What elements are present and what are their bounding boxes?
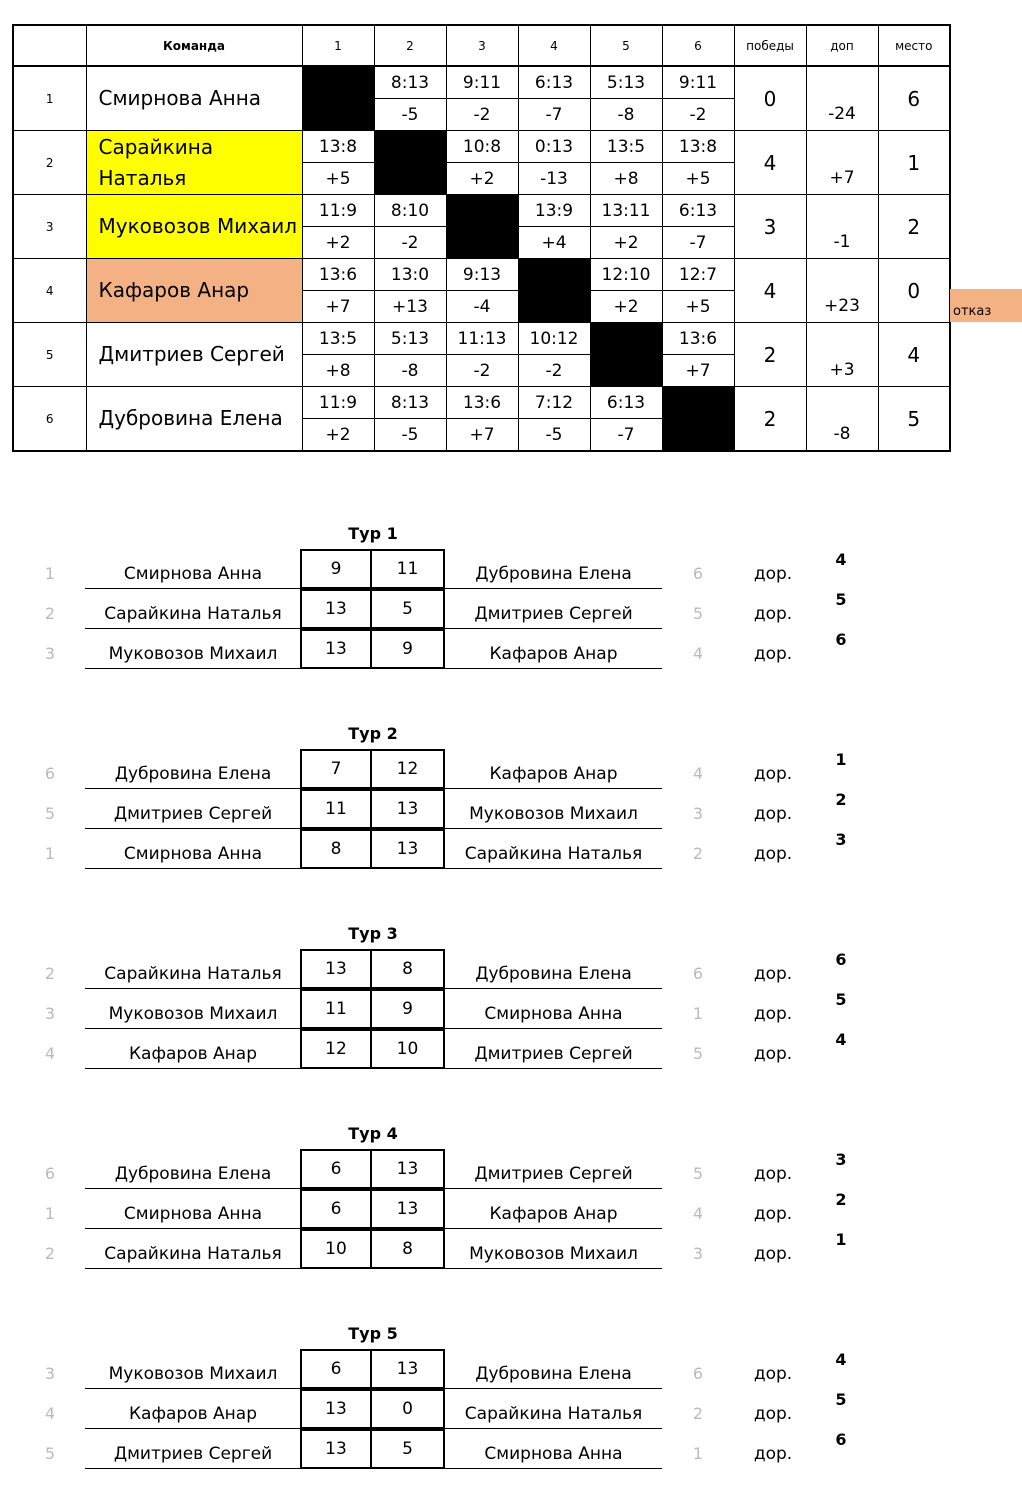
- left-team-index: 1: [44, 564, 56, 583]
- match-diff: +5: [302, 163, 374, 195]
- right-score: 13: [372, 789, 445, 829]
- left-score: 7: [300, 749, 372, 789]
- match-diff: +13: [374, 291, 446, 323]
- match-score: 13:6: [302, 259, 374, 291]
- right-team-index: 4: [692, 644, 704, 663]
- lane-label: дор.: [753, 964, 793, 984]
- match-row: [0, 1389, 1022, 1429]
- team-name: Кафаров Анар: [86, 259, 302, 323]
- right-team-index: 6: [692, 564, 704, 583]
- match-score: 11:9: [302, 387, 374, 419]
- match-diff: +8: [590, 163, 662, 195]
- match-score: 8:10: [374, 195, 446, 227]
- lane-number: 5: [835, 590, 847, 609]
- lane-label: дор.: [753, 1204, 793, 1224]
- match-diff: -7: [662, 227, 734, 259]
- left-team-index: 4: [44, 1404, 56, 1423]
- header-team: Команда: [86, 25, 302, 66]
- left-team-name: Дубровина Елена: [85, 764, 301, 789]
- match-score: 13:6: [446, 387, 518, 419]
- match-row: [0, 1229, 1022, 1269]
- place-value: 0: [878, 259, 950, 323]
- left-team-name: Смирнова Анна: [85, 844, 301, 869]
- right-team-index: 5: [692, 1164, 704, 1183]
- left-score: 9: [300, 549, 372, 589]
- extra-blank: [806, 66, 878, 99]
- match-row: [0, 1429, 1022, 1469]
- place-value: 1: [878, 131, 950, 195]
- right-score: 10: [372, 1029, 445, 1069]
- right-team-name: Дмитриев Сергей: [445, 604, 662, 629]
- header-col-6: 6: [662, 25, 734, 66]
- right-score: 8: [372, 949, 445, 989]
- wins-value: 4: [734, 131, 806, 195]
- extra-value: -24: [806, 99, 878, 131]
- wins-value: 3: [734, 195, 806, 259]
- right-team-name: Сарайкина Наталья: [445, 1404, 662, 1429]
- self-match-cell: [374, 131, 446, 195]
- match-diff: -7: [518, 99, 590, 131]
- match-score: 11:9: [302, 195, 374, 227]
- left-team-index: 1: [44, 844, 56, 863]
- standings-row: [13, 195, 950, 227]
- right-team-index: 5: [692, 604, 704, 623]
- match-diff: +5: [662, 291, 734, 323]
- match-diff: +7: [302, 291, 374, 323]
- wins-value: 0: [734, 66, 806, 131]
- match-diff: +2: [302, 419, 374, 452]
- self-match-cell: [590, 323, 662, 387]
- lane-number: 6: [835, 1430, 847, 1449]
- lane-label: дор.: [753, 1244, 793, 1264]
- header-col-5: 5: [590, 25, 662, 66]
- right-team-index: 2: [692, 1404, 704, 1423]
- right-team-index: 4: [692, 1204, 704, 1223]
- left-score: 6: [300, 1149, 372, 1189]
- right-team-name: Муковозов Михаил: [445, 1244, 662, 1269]
- standings-table: [12, 24, 951, 452]
- match-score: 8:13: [374, 387, 446, 419]
- place-value: 5: [878, 387, 950, 452]
- match-score: 5:13: [374, 323, 446, 355]
- match-row: [0, 1029, 1022, 1069]
- lane-label: дор.: [753, 804, 793, 824]
- match-score: 6:13: [518, 66, 590, 99]
- match-score: 9:11: [446, 66, 518, 99]
- lane-number: 6: [835, 950, 847, 969]
- header-col-2: 2: [374, 25, 446, 66]
- standings-row: [13, 66, 950, 99]
- match-score: 13:8: [302, 131, 374, 163]
- left-team-index: 2: [44, 604, 56, 623]
- match-score: 13:6: [662, 323, 734, 355]
- standings-header-row: [13, 25, 950, 66]
- match-diff: -8: [374, 355, 446, 387]
- match-row: [0, 829, 1022, 869]
- refusal-note: отказ: [950, 289, 1022, 322]
- wins-value: 4: [734, 259, 806, 323]
- self-match-cell: [302, 66, 374, 131]
- match-score: 6:13: [662, 195, 734, 227]
- place-value: 6: [878, 66, 950, 131]
- match-diff: -7: [590, 419, 662, 452]
- match-row: [0, 1189, 1022, 1229]
- lane-number: 6: [835, 630, 847, 649]
- match-score: 11:13: [446, 323, 518, 355]
- left-team-index: 2: [44, 964, 56, 983]
- round-block: [0, 724, 1022, 890]
- left-team-index: 4: [44, 1044, 56, 1063]
- header-col-1: 1: [302, 25, 374, 66]
- header-number-cell: [13, 25, 86, 66]
- extra-blank: [806, 323, 878, 355]
- place-value: 2: [878, 195, 950, 259]
- lane-number: 1: [835, 750, 847, 769]
- right-team-index: 3: [692, 804, 704, 823]
- match-score: 6:13: [590, 387, 662, 419]
- lane-label: дор.: [753, 1044, 793, 1064]
- match-diff: -2: [518, 355, 590, 387]
- match-score: 10:8: [446, 131, 518, 163]
- right-team-name: Дмитриев Сергей: [445, 1044, 662, 1069]
- standings-row: [13, 387, 950, 419]
- lane-label: дор.: [753, 604, 793, 624]
- left-team-name: Сарайкина Наталья: [85, 1244, 301, 1269]
- right-team-index: 6: [692, 1364, 704, 1383]
- match-row: [0, 749, 1022, 789]
- right-score: 13: [372, 1349, 445, 1389]
- team-name: Сарайкина Наталья: [86, 131, 302, 195]
- header-col-4: 4: [518, 25, 590, 66]
- match-score: 13:0: [374, 259, 446, 291]
- extra-blank: [806, 259, 878, 291]
- wins-value: 2: [734, 387, 806, 452]
- match-row: [0, 1349, 1022, 1389]
- left-team-name: Муковозов Михаил: [85, 1364, 301, 1389]
- match-diff: -5: [374, 99, 446, 131]
- extra-value: +3: [806, 355, 878, 387]
- match-diff: -5: [374, 419, 446, 452]
- right-team-index: 1: [692, 1004, 704, 1023]
- left-team-index: 3: [44, 644, 56, 663]
- match-score: 13:5: [590, 131, 662, 163]
- team-name: Смирнова Анна: [86, 66, 302, 131]
- left-team-index: 3: [44, 1004, 56, 1023]
- lane-number: 5: [835, 1390, 847, 1409]
- left-team-index: 2: [44, 1244, 56, 1263]
- match-score: 7:12: [518, 387, 590, 419]
- right-team-name: Дубровина Елена: [445, 564, 662, 589]
- team-number: 4: [13, 259, 86, 323]
- right-score: 5: [372, 1429, 445, 1469]
- match-row: [0, 629, 1022, 669]
- match-diff: -4: [446, 291, 518, 323]
- left-team-name: Смирнова Анна: [85, 564, 301, 589]
- left-score: 11: [300, 789, 372, 829]
- match-diff: +8: [302, 355, 374, 387]
- self-match-cell: [662, 387, 734, 452]
- round-block: [0, 1124, 1022, 1290]
- right-team-index: 3: [692, 1244, 704, 1263]
- match-row: [0, 1149, 1022, 1189]
- left-team-index: 5: [44, 804, 56, 823]
- header-wins: победы: [734, 25, 806, 66]
- left-team-index: 6: [44, 1164, 56, 1183]
- match-diff: +2: [446, 163, 518, 195]
- team-number: 3: [13, 195, 86, 259]
- team-number: 1: [13, 66, 86, 131]
- match-row: [0, 949, 1022, 989]
- right-team-index: 1: [692, 1444, 704, 1463]
- match-score: 0:13: [518, 131, 590, 163]
- self-match-cell: [518, 259, 590, 323]
- left-score: 6: [300, 1189, 372, 1229]
- right-score: 8: [372, 1229, 445, 1269]
- match-row: [0, 589, 1022, 629]
- lane-label: дор.: [753, 764, 793, 784]
- left-team-index: 5: [44, 1444, 56, 1463]
- left-score: 13: [300, 589, 372, 629]
- match-row: [0, 549, 1022, 589]
- right-score: 13: [372, 1189, 445, 1229]
- right-team-name: Дмитриев Сергей: [445, 1164, 662, 1189]
- match-diff: +5: [662, 163, 734, 195]
- standings-row: [13, 131, 950, 163]
- match-score: 13:8: [662, 131, 734, 163]
- right-team-index: 6: [692, 964, 704, 983]
- round-title: Тур 3: [348, 924, 398, 943]
- right-team-name: Муковозов Михаил: [445, 804, 662, 829]
- round-block: [0, 524, 1022, 690]
- match-score: 13:9: [518, 195, 590, 227]
- right-score: 12: [372, 749, 445, 789]
- lane-label: дор.: [753, 1404, 793, 1424]
- right-score: 11: [372, 549, 445, 589]
- team-name: Дмитриев Сергей: [86, 323, 302, 387]
- lane-number: 4: [835, 550, 847, 569]
- left-team-name: Дубровина Елена: [85, 1164, 301, 1189]
- left-team-name: Дмитриев Сергей: [85, 1444, 301, 1469]
- extra-blank: [806, 131, 878, 163]
- header-extra: доп: [806, 25, 878, 66]
- match-diff: -8: [590, 99, 662, 131]
- right-team-name: Смирнова Анна: [445, 1004, 662, 1029]
- left-score: 10: [300, 1229, 372, 1269]
- match-diff: -2: [374, 227, 446, 259]
- lane-number: 2: [835, 790, 847, 809]
- match-diff: +2: [590, 227, 662, 259]
- extra-value: +7: [806, 163, 878, 195]
- match-score: 12:7: [662, 259, 734, 291]
- header-place: место: [878, 25, 950, 66]
- left-team-index: 1: [44, 1204, 56, 1223]
- extra-value: -1: [806, 227, 878, 259]
- self-match-cell: [446, 195, 518, 259]
- round-title: Тур 2: [348, 724, 398, 743]
- left-score: 13: [300, 1389, 372, 1429]
- lane-number: 5: [835, 990, 847, 1009]
- left-team-name: Сарайкина Наталья: [85, 604, 301, 629]
- team-number: 5: [13, 323, 86, 387]
- lane-number: 3: [835, 830, 847, 849]
- extra-blank: [806, 195, 878, 227]
- lane-label: дор.: [753, 1004, 793, 1024]
- right-team-name: Кафаров Анар: [445, 644, 662, 669]
- lane-number: 2: [835, 1190, 847, 1209]
- left-team-name: Смирнова Анна: [85, 1204, 301, 1229]
- lane-label: дор.: [753, 564, 793, 584]
- lane-label: дор.: [753, 844, 793, 864]
- round-block: [0, 1324, 1022, 1490]
- lane-number: 4: [835, 1350, 847, 1369]
- left-score: 13: [300, 629, 372, 669]
- match-score: 8:13: [374, 66, 446, 99]
- right-team-index: 5: [692, 1044, 704, 1063]
- match-score: 12:10: [590, 259, 662, 291]
- right-team-name: Кафаров Анар: [445, 1204, 662, 1229]
- wins-value: 2: [734, 323, 806, 387]
- extra-value: -8: [806, 419, 878, 452]
- left-score: 8: [300, 829, 372, 869]
- lane-label: дор.: [753, 1444, 793, 1464]
- right-score: 9: [372, 629, 445, 669]
- match-diff: +7: [662, 355, 734, 387]
- match-diff: -13: [518, 163, 590, 195]
- right-team-index: 4: [692, 764, 704, 783]
- round-title: Тур 5: [348, 1324, 398, 1343]
- match-score: 13:11: [590, 195, 662, 227]
- right-score: 13: [372, 1149, 445, 1189]
- standings-row: [13, 323, 950, 355]
- right-team-index: 2: [692, 844, 704, 863]
- place-value: 4: [878, 323, 950, 387]
- right-score: 0: [372, 1389, 445, 1429]
- left-team-name: Кафаров Анар: [85, 1404, 301, 1429]
- team-number: 2: [13, 131, 86, 195]
- team-name: Муковозов Михаил: [86, 195, 302, 259]
- match-score: 5:13: [590, 66, 662, 99]
- left-team-name: Кафаров Анар: [85, 1044, 301, 1069]
- match-row: [0, 989, 1022, 1029]
- lane-number: 1: [835, 1230, 847, 1249]
- standings-row: [13, 259, 950, 291]
- left-team-name: Муковозов Михаил: [85, 1004, 301, 1029]
- match-diff: -2: [446, 99, 518, 131]
- round-title: Тур 1: [348, 524, 398, 543]
- right-score: 5: [372, 589, 445, 629]
- right-team-name: Дубровина Елена: [445, 964, 662, 989]
- match-row: [0, 789, 1022, 829]
- lane-label: дор.: [753, 1364, 793, 1384]
- round-block: [0, 924, 1022, 1090]
- match-diff: -2: [662, 99, 734, 131]
- left-team-index: 6: [44, 764, 56, 783]
- lane-label: дор.: [753, 644, 793, 664]
- extra-value: +23: [806, 291, 878, 323]
- left-team-name: Дмитриев Сергей: [85, 804, 301, 829]
- team-name: Дубровина Елена: [86, 387, 302, 452]
- match-diff: +7: [446, 419, 518, 452]
- left-team-name: Муковозов Михаил: [85, 644, 301, 669]
- team-number: 6: [13, 387, 86, 452]
- match-score: 9:11: [662, 66, 734, 99]
- left-score: 13: [300, 949, 372, 989]
- lane-number: 3: [835, 1150, 847, 1169]
- match-diff: +2: [590, 291, 662, 323]
- match-score: 10:12: [518, 323, 590, 355]
- left-score: 13: [300, 1429, 372, 1469]
- left-team-index: 3: [44, 1364, 56, 1383]
- match-score: 13:5: [302, 323, 374, 355]
- match-diff: -5: [518, 419, 590, 452]
- right-team-name: Дубровина Елена: [445, 1364, 662, 1389]
- extra-blank: [806, 387, 878, 419]
- left-score: 11: [300, 989, 372, 1029]
- match-diff: +4: [518, 227, 590, 259]
- left-team-name: Сарайкина Наталья: [85, 964, 301, 989]
- round-title: Тур 4: [348, 1124, 398, 1143]
- left-score: 12: [300, 1029, 372, 1069]
- match-diff: -2: [446, 355, 518, 387]
- right-team-name: Кафаров Анар: [445, 764, 662, 789]
- lane-label: дор.: [753, 1164, 793, 1184]
- match-diff: +2: [302, 227, 374, 259]
- right-score: 9: [372, 989, 445, 1029]
- match-score: 9:13: [446, 259, 518, 291]
- right-team-name: Смирнова Анна: [445, 1444, 662, 1469]
- right-team-name: Сарайкина Наталья: [445, 844, 662, 869]
- header-col-3: 3: [446, 25, 518, 66]
- right-score: 13: [372, 829, 445, 869]
- lane-number: 4: [835, 1030, 847, 1049]
- left-score: 6: [300, 1349, 372, 1389]
